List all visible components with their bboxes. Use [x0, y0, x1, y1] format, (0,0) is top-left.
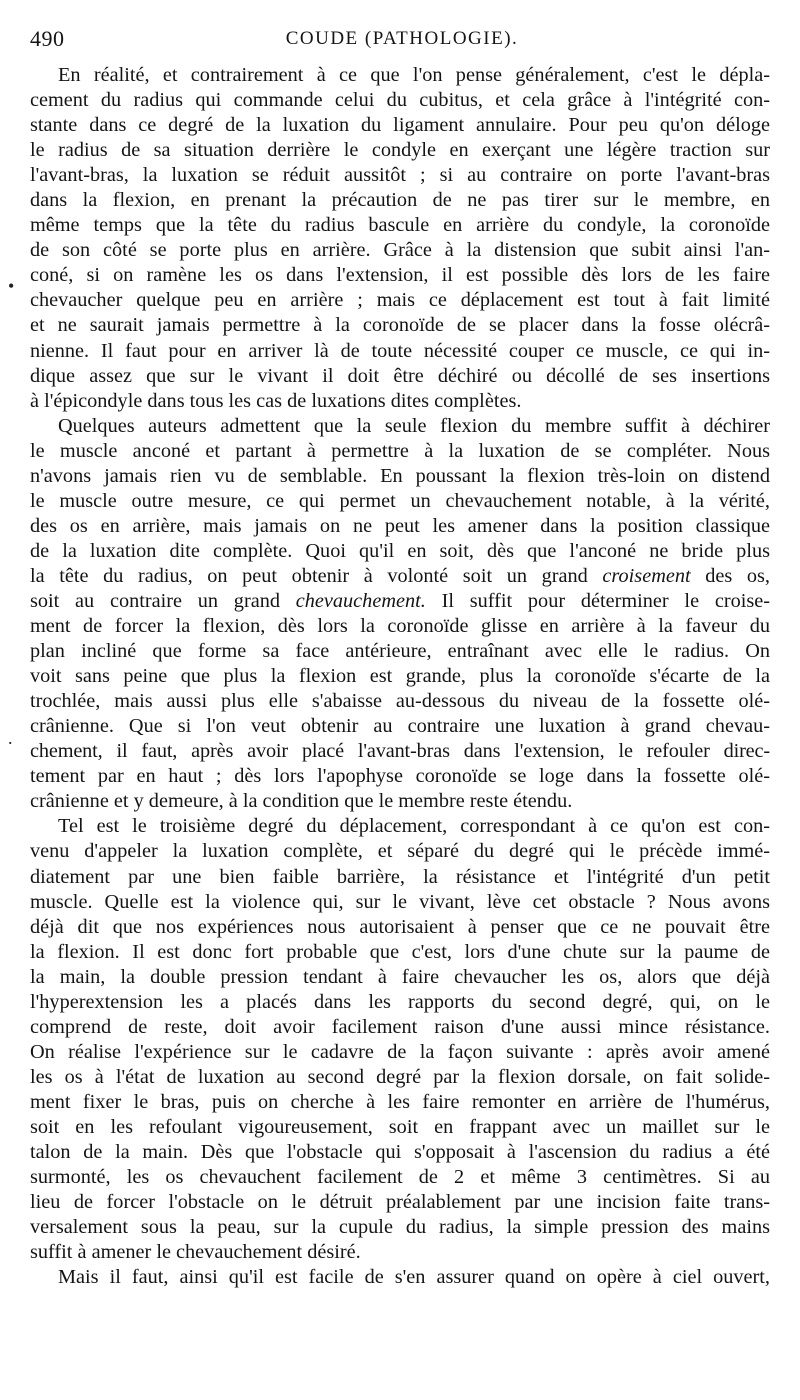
- text-line: ment fixer le bras, puis on cherche à les faire remonter en arrière de l'humérus,: [30, 1090, 770, 1113]
- text-line-with-italic: [30, 589, 770, 614]
- italic-term: croisement: [602, 564, 691, 587]
- text-segment: des os,: [690, 564, 770, 587]
- text-line: le muscle anconé et partant à permettre à la luxation de se compléter. Nous: [30, 439, 770, 462]
- text-line: déjà dit que nos expériences nous autorisaient à penser que ce ne pouvait être: [30, 915, 770, 938]
- text-line: lieu de forcer l'obstacle on le détruit préalablement par une incision faite trans-: [30, 1191, 770, 1214]
- page-number: 490: [30, 26, 65, 51]
- text-line: ment de forcer la flexion, dès lors la coronoïde glisse en arrière à la faveur du: [30, 615, 770, 638]
- text-line: talon de la main. Dès que l'obstacle qui s'opposait à l'ascension du radius a été: [30, 1141, 770, 1164]
- text-line: Quelques auteurs admettent que la seule flexion du membre suffit à déchirer: [58, 414, 770, 437]
- paragraph-1: [30, 63, 770, 414]
- text-line: n'avons jamais rien vu de semblable. En poussant la flexion très-loin on distend: [30, 464, 770, 487]
- text-line: comprend de reste, doit avoir facilement raison d'une aussi mince résistance.: [30, 1015, 770, 1038]
- text-line: muscle. Quelle est la violence qui, sur le vivant, lève cet obstacle ? Nous avons: [30, 890, 770, 913]
- text-line: l'hyperextension les a placés dans les rapports du second degré, qui, on le: [30, 990, 770, 1013]
- paragraph-4: [30, 1265, 770, 1290]
- text-line: tement par en haut ; dès lors l'apophyse coronoïde se loge dans la fossette olé-: [30, 765, 770, 788]
- text-line: chement, il faut, après avoir placé l'avant-bras dans l'extension, le refouler direc-: [30, 740, 770, 763]
- text-line: la main, la double pression tendant à faire chevaucher les os, alors que déjà: [30, 965, 770, 988]
- text-segment: la tête du radius, on peut obtenir à volonté soit un grand: [30, 564, 588, 587]
- text-line: le radius de sa situation derrière le condyle en exerçant une légère traction sur: [30, 139, 770, 162]
- text-line: de son côté se porte plus en arrière. Grâce à la distension que subit ainsi l'an-: [30, 239, 770, 262]
- text-line: surmonté, les os chevauchent facilement de 2 et même 3 centimètres. Si au: [30, 1166, 770, 1189]
- text-segment: Il suffit pour déterminer le croise-: [425, 589, 771, 612]
- page-header: [30, 22, 774, 56]
- text-line: nienne. Il faut pour en arriver là de toute nécessité couper ce muscle, ce qui in-: [30, 339, 770, 362]
- text-line: On réalise l'expérience sur le cadavre de la façon suivante : après avoir amené: [30, 1040, 770, 1063]
- text-line: la flexion. Il est donc fort probable que c'est, lors d'une chute sur la paume de: [30, 940, 770, 963]
- margin-mark-dot: .: [8, 728, 13, 748]
- text-line: à l'épicondyle dans tous les cas de luxations dites complètes.: [30, 389, 522, 412]
- text-line: même temps que la tête du radius bascule en arrière du condyle, la coronoïde: [30, 214, 770, 237]
- text-line: et ne saurait jamais permettre à la coronoïde de se placer dans la fosse olécrâ-: [30, 314, 770, 337]
- text-segment: soit au contraire un grand: [30, 589, 280, 612]
- text-line: versalement sous la peau, sur la cupule du radius, la simple pression des mains: [30, 1216, 770, 1239]
- text-line: des os en arrière, mais jamais on ne peut les amener dans la position classique: [30, 514, 770, 537]
- text-line: l'avant-bras, la luxation se réduit aussitôt ; si au contraire on porte l'avant-bras: [30, 164, 770, 187]
- text-line: trochlée, mais aussi plus elle s'abaisse au-dessous du niveau de la fossette olé-: [30, 690, 770, 713]
- text-line: voit sans peine que plus la flexion est grande, plus la coronoïde s'écarte de la: [30, 665, 770, 688]
- text-line: dans la flexion, en prenant la précaution de ne pas tirer sur le membre, en: [30, 189, 770, 212]
- text-line: crânienne. Que si l'on veut obtenir au contraire une luxation à grand chevau-: [30, 715, 770, 738]
- text-line-with-italic: [30, 564, 770, 589]
- text-line: soit en les refoulant vigoureusement, soit en frappant avec un maillet sur le: [30, 1115, 770, 1138]
- text-line: de la luxation dite complète. Quoi qu'il en soit, dès que l'anconé ne bride plus: [30, 539, 770, 562]
- text-line: diatement par une bien faible barrière, la résistance et l'intégrité d'un petit: [30, 865, 770, 888]
- text-line: En réalité, et contrairement à ce que l'on pense généralement, c'est le dépla-: [58, 64, 770, 86]
- text-line: le muscle outre mesure, ce qui permet un chevauchement notable, à la vérité,: [30, 489, 770, 512]
- text-line: coné, si on ramène les os dans l'extension, il est possible dès lors de les faire: [30, 264, 770, 287]
- text-line: dique assez que sur le vivant il doit être déchiré ou décollé de ses insertions: [30, 364, 770, 387]
- italic-term: chevauchement.: [295, 589, 426, 612]
- running-title: COUDE (PATHOLOGIE).: [285, 28, 519, 49]
- paragraph-3: [30, 814, 770, 1265]
- paragraph-2: [30, 414, 770, 815]
- text-line: Mais il faut, ainsi qu'il est facile de s'en assurer quand on opère à ciel ouvert,: [58, 1266, 770, 1289]
- margin-mark-bullet: •: [8, 276, 15, 296]
- text-line: stante dans ce degré de la luxation du ligament annulaire. Pour peu qu'on déloge: [30, 114, 770, 137]
- text-line: cement du radius qui commande celui du cubitus, et cela grâce à l'intégrité con-: [30, 89, 770, 112]
- text-line: plan incliné que forme sa face antérieure, entraînant avec elle le radius. On: [30, 640, 770, 663]
- text-line: Tel est le troisième degré du déplacement, correspondant à ce qu'on est con-: [58, 815, 770, 838]
- body-text: [30, 63, 770, 1290]
- text-line: chevaucher quelque peu en arrière ; mais ce déplacement est tout à fait limité: [30, 289, 770, 312]
- text-line: crânienne et y demeure, à la condition que le membre reste étendu.: [30, 790, 573, 813]
- text-line: suffit à amener le chevauchement désiré.: [30, 1241, 361, 1264]
- text-line: venu d'appeler la luxation complète, et séparé du degré qui le précède immé-: [30, 840, 770, 863]
- text-line: les os à l'état de luxation au second degré par la flexion dorsale, on fait solide-: [30, 1065, 770, 1088]
